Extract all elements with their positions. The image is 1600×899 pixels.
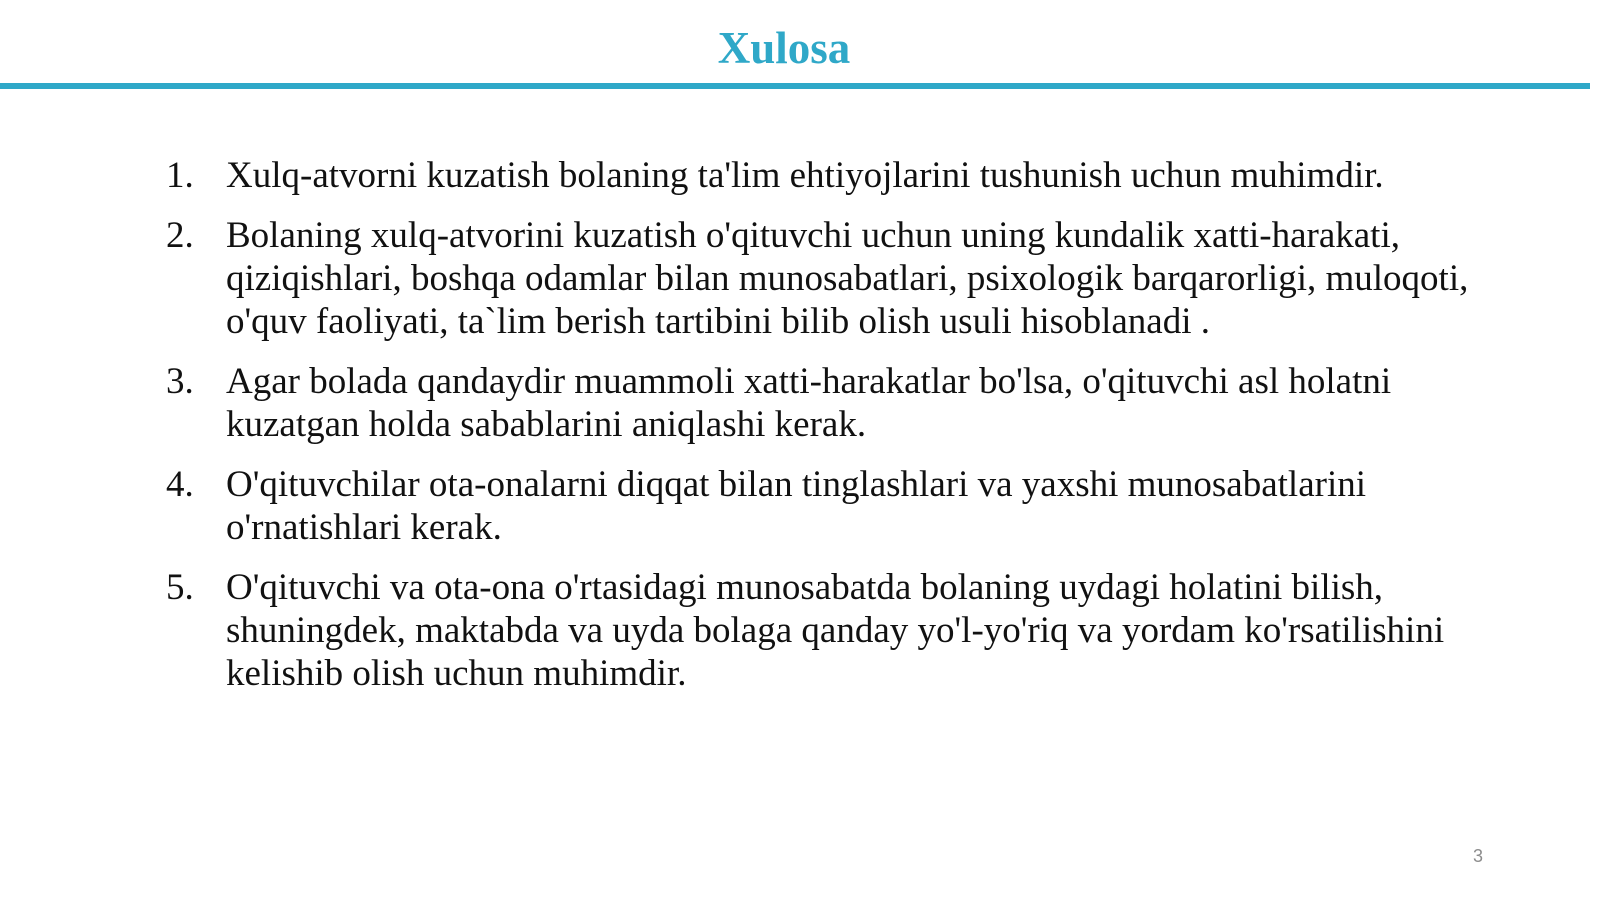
list-item-text: Bolaning xulq-atvorini kuzatish o'qituvchi uchun uning kundalik xatti-harakati, qiziqishlari, boshqa odamlar bilan munosabatlari, psixologik barqarorligi, muloqoti, o'quv faoliyati, ta`lim berish tartibini bilib olish usuli hisoblanadi . xyxy=(226,215,1469,342)
conclusion-list xyxy=(166,154,1486,712)
list-item xyxy=(166,463,1486,549)
list-item xyxy=(166,566,1486,695)
page-number: 3 xyxy=(1472,846,1483,866)
list-item xyxy=(166,154,1486,197)
list-item-text: Agar bolada qandaydir muammoli xatti-harakatlar bo'lsa, o'qituvchi asl holatni kuzatgan holda sabablarini aniqlashi kerak. xyxy=(226,361,1392,445)
list-item-number: 2. xyxy=(166,215,194,256)
list-item xyxy=(166,214,1486,343)
list-item-text: O'qituvchi va ota-ona o'rtasidagi munosabatda bolaning uydagi holatini bilish, shuningdek, maktabda va uyda bolaga qanday yo'l-yo'riq va yordam ko'rsatilishini kelishib olish uchun muhimdir. xyxy=(226,567,1445,694)
list-item-number: 5. xyxy=(166,567,194,608)
title-divider xyxy=(0,83,1590,89)
list-item-number: 1. xyxy=(166,155,194,196)
list-item-text: Xulq-atvorni kuzatish bolaning ta'lim ehtiyojlarini tushunish uchun muhimdir. xyxy=(226,155,1384,196)
list-item-number: 3. xyxy=(166,361,194,402)
list-item-text: O'qituvchilar ota-onalarni diqqat bilan tinglashlari va yaxshi munosabatlarini o'rnatishlari kerak. xyxy=(226,464,1367,548)
list-item xyxy=(166,360,1486,446)
list-item-number: 4. xyxy=(166,464,194,505)
slide-title: Xulosa xyxy=(717,23,851,73)
